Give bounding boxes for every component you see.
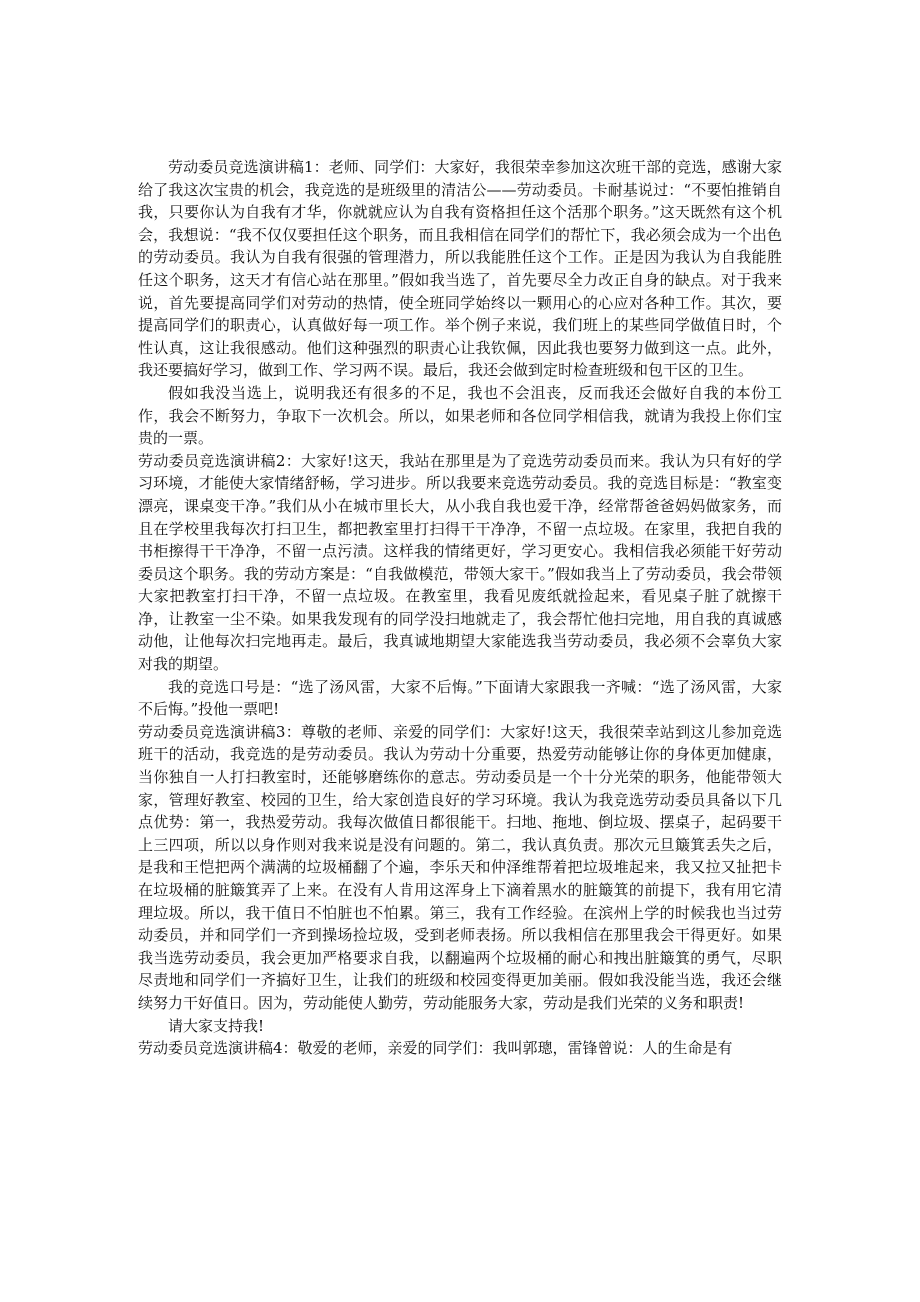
speech-3-closing-paragraph: 请大家支持我! <box>168 1016 265 1035</box>
document-body <box>138 156 782 1060</box>
speech-3-paragraph: 劳动委员竞选演讲稿3：尊敬的老师、亲爱的同学们：大家好!这天，我很荣幸站到这儿参加竞选班干的活动，我竞选的是劳动委员。我认为劳动十分重要，热爱劳动能够让你的身体更加健康，当你独自一人打扫教室时，还能够磨练你的意志。劳动委员是一个十分光荣的职务，他能带领大家，管理好教室、校园的卫生，给大家创造良好的学习环境。我认为我竞选劳动委员具备以下几点优势：第一，我热爱劳动。我每次做值日都很能干。扫地、拖地、倒垃圾、摆桌子，起码要干上三四项，所以以身作则对我来说是没有问题的。第二，我认真负责。那次元旦簸箕丢失之后，是我和王恺把两个满满的垃圾桶翻了个遍，李乐天和仲泽维帮着把垃圾堆起来，我又拉又扯把卡在垃圾桶的脏簸箕弄了上来。在没有人肯用这浑身上下滴着黑水的脏簸箕的前提下，我有用它清理垃圾。所以，我干值日不怕脏也不怕累。第三，我有工作经验。在滨州上学的时候我也当过劳动委员，并和同学们一齐到操场捡垃圾，受到老师表扬。所以我相信在那里我会干得更好。如果我当选劳动委员，我会更加严格要求自我，以翻遍两个垃圾桶的耐心和拽出脏簸箕的勇气，尽职尽责地和同学们一齐搞好卫生，让我们的班级和校园变得更加美丽。假如我没能当选，我还会继续努力干好值日。因为，劳动能使人勤劳，劳动能服务大家，劳动是我们光荣的义务和职责! <box>138 722 782 1012</box>
speech-1-closing-paragraph: 假如我没当选上，说明我还有很多的不足，我也不会沮丧，反而我还会做好自我的本份工作，我会不断努力，争取下一次机会。所以，如果老师和各位同学相信我，就请为我投上你们宝贵的一票。 <box>138 383 782 448</box>
speech-2-paragraph: 劳动委员竞选演讲稿2：大家好!这天，我站在那里是为了竞选劳动委员而来。我认为只有好的学习环境，才能使大家情绪舒畅，学习进步。所以我要来竞选劳动委员。我的竞选目标是：“教室变漂亮，课桌变干净。”我们从小在城市里长大，从小我自我也爱干净，经常帮爸爸妈妈做家务，而且在学校里我每次打扫卫生，都把教室里打扫得干干净净，不留一点垃圾。在家里，我把自我的书柜擦得干干净净，不留一点污渍。这样我的情绪更好，学习更安心。我相信我必须能干好劳动委员这个职务。我的劳动方案是：“自我做模范，带领大家干。”假如我当上了劳动委员，我会带领大家把教室打扫干净，不留一点垃圾。在教室里，我看见废纸就捡起来，看见桌子脏了就擦干净，让教室一尘不染。如果我发现有的同学没扫地就走了，我会帮忙他扫完地，用自我的真诚感动他，让他每次扫完地再走。最后，我真诚地期望大家能选我当劳动委员，我必须不会辜负大家对我的期望。 <box>138 451 782 674</box>
speech-4-paragraph: 劳动委员竞选演讲稿4：敬爱的老师，亲爱的同学们：我叫郭璁，雷锋曾说：人的生命是有 <box>138 1039 733 1058</box>
speech-2-slogan-paragraph: 我的竞选口号是：“选了汤风雷，大家不后悔。”下面请大家跟我一齐喊：“选了汤风雷，大家不后悔。”投他一票吧! <box>138 677 782 719</box>
speech-1-paragraph: 劳动委员竞选演讲稿1：老师、同学们：大家好，我很荣幸参加这次班干部的竞选，感谢大家给了我这次宝贵的机会，我竞选的是班级里的清洁公——劳动委员。卡耐基说过：“不要怕推销自我，只要你认为自我有才华，你就就应认为自我有资格担任这个活那个职务。”这天既然有这个机会，我想说：“我不仅仅要担任这个职务，而且我相信在同学们的帮忙下，我必须会成为一个出色的劳动委员。我认为自我有很强的管理潜力，所以我能胜任这个工作。正是因为我认为自我能胜任这个职务，这天才有信心站在那里。”假如我当选了，首先要尽全力改正自身的缺点。对于我来说，首先要提高同学们对劳动的热情，使全班同学始终以一颗用心的心应对各种工作。其次，要提高同学们的职责心，认真做好每一项工作。举个例子来说，我们班上的某些同学做值日时，个性认真，这让我很感动。他们这种强烈的职责心让我钦佩，因此我也要努力做到这一点。此外，我还要搞好学习，做到工作、学习两不误。最后，我还会做到定时检查班级和包干区的卫生。 <box>138 158 782 380</box>
